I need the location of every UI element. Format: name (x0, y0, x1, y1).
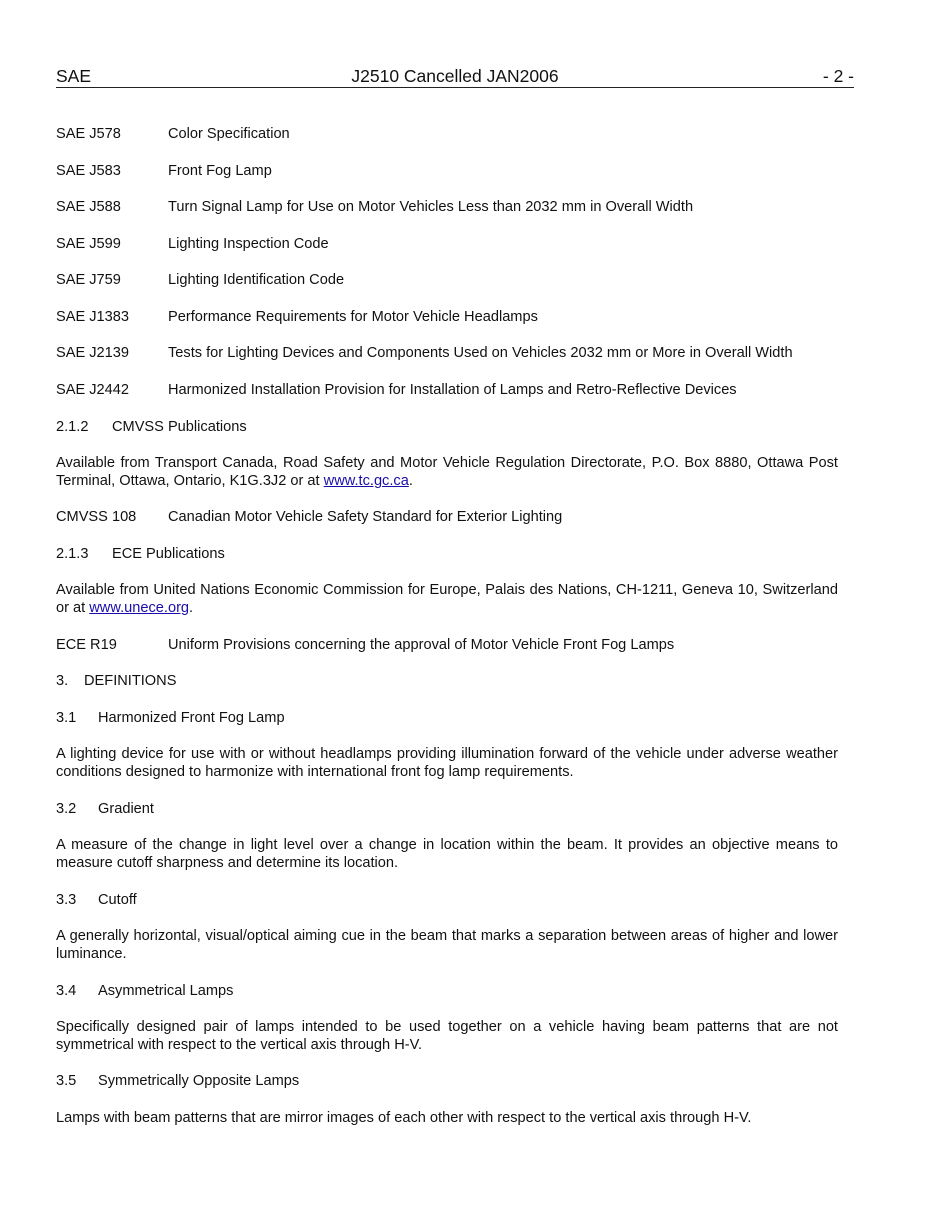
section-number: 3. (56, 673, 69, 689)
cmvss-availability-paragraph: Available from Transport Canada, Road Safety and Motor Vehicle Regulation Directorate, P.O. Box 8880, Ottawa Post Terminal, Ottawa, Ontario, K1G.3J2 or at www.tc.gc.ca. (56, 455, 838, 489)
definition-term: Gradient (98, 801, 154, 817)
reference-row (56, 235, 329, 253)
reference-title: Lighting Inspection Code (168, 236, 329, 252)
section-title: CMVSS Publications (112, 419, 247, 435)
definition-heading (56, 800, 154, 818)
availability-text: Available from Transport Canada, Road Safety and Motor Vehicle Regulation Directorate, P.O. Box 8880, Ottawa Post Terminal, Ottawa, Ontario, K1G.3J2 or at (56, 455, 838, 489)
definition-term: Symmetrically Opposite Lamps (98, 1073, 300, 1089)
reference-code: SAE J583 (56, 163, 121, 179)
reference-code: SAE J2139 (56, 345, 130, 361)
definition-heading (56, 1072, 299, 1090)
reference-row (56, 308, 538, 326)
reference-title: Lighting Identification Code (168, 272, 345, 288)
unece-link[interactable]: www.unece.org (89, 600, 190, 616)
definition-heading (56, 982, 233, 1000)
ece-availability-paragraph: Available from United Nations Economic Commission for Europe, Palais des Nations, CH-1211, Geneva 10, Switzerland or at www.unece.org. (56, 582, 838, 616)
reference-code: SAE J578 (56, 126, 121, 142)
reference-row (56, 381, 737, 399)
reference-code: ECE R19 (56, 637, 117, 653)
definition-number: 3.3 (56, 892, 77, 908)
reference-code: SAE J1383 (56, 309, 130, 325)
definition-term: Harmonized Front Fog Lamp (98, 710, 285, 726)
reference-title: Front Fog Lamp (168, 163, 272, 179)
reference-row (56, 162, 272, 180)
reference-code: SAE J599 (56, 236, 121, 252)
reference-code: SAE J2442 (56, 382, 130, 398)
reference-row (56, 271, 344, 289)
definition-heading (56, 709, 285, 727)
section-heading-definitions (56, 672, 176, 690)
reference-title: Performance Requirements for Motor Vehicle Headlamps (168, 309, 538, 325)
definition-number: 3.4 (56, 983, 77, 999)
definition-text: Specifically designed pair of lamps intended to be used together on a vehicle having beam patterns that are not symmetrical with respect to the vertical axis through H-V. (56, 1019, 838, 1053)
section-heading-cmvss (56, 418, 247, 436)
transport-canada-link[interactable]: www.tc.gc.ca (323, 473, 409, 489)
reference-code: CMVSS 108 (56, 509, 137, 525)
reference-title: Harmonized Installation Provision for Installation of Lamps and Retro-Reflective Devices (168, 382, 737, 398)
definition-number: 3.5 (56, 1073, 77, 1089)
definition-term: Asymmetrical Lamps (98, 983, 234, 999)
reference-row (56, 508, 562, 526)
reference-code: SAE J759 (56, 272, 121, 288)
section-number: 2.1.2 (56, 419, 89, 435)
header-page-number: - 2 - (822, 66, 854, 86)
reference-code: SAE J588 (56, 199, 121, 215)
reference-title: Canadian Motor Vehicle Safety Standard for Exterior Lighting (168, 509, 563, 525)
definition-text: Lamps with beam patterns that are mirror images of each other with respect to the vertical axis through H-V. (56, 1110, 752, 1126)
section-title: ECE Publications (112, 546, 225, 562)
definition-text: A lighting device for use with or without headlamps providing illumination forward of the vehicle under adverse weather conditions designed to harmonize with international front fog lamp requirements. (56, 746, 838, 780)
reference-row (56, 636, 674, 654)
section-number: 2.1.3 (56, 546, 89, 562)
section-title: DEFINITIONS (84, 673, 177, 689)
section-heading-ece (56, 545, 225, 563)
reference-title: Color Specification (168, 126, 290, 142)
reference-row (56, 344, 793, 362)
definition-term: Cutoff (98, 892, 137, 908)
definition-number: 3.1 (56, 710, 77, 726)
header-doc-id: J2510 Cancelled JAN2006 (351, 66, 559, 86)
header-org: SAE (56, 66, 92, 86)
availability-text: Available from United Nations Economic Commission for Europe, Palais des Nations, CH-1211, Geneva 10, Switzerland or at (56, 582, 838, 616)
reference-row (56, 198, 693, 216)
reference-title: Tests for Lighting Devices and Components Used on Vehicles 2032 mm or More in Overall Width (168, 345, 793, 361)
reference-title: Turn Signal Lamp for Use on Motor Vehicles Less than 2032 mm in Overall Width (168, 199, 694, 215)
definition-number: 3.2 (56, 801, 77, 817)
page-header (56, 66, 854, 88)
definition-text: A measure of the change in light level over a change in location within the beam. It provides an objective means to measure cutoff sharpness and determine its location. (56, 837, 838, 871)
reference-row (56, 125, 290, 143)
reference-title: Uniform Provisions concerning the approval of Motor Vehicle Front Fog Lamps (168, 637, 675, 653)
definition-heading (56, 891, 137, 909)
definition-text: A generally horizontal, visual/optical aiming cue in the beam that marks a separation between areas of higher and lower luminance. (56, 928, 838, 962)
